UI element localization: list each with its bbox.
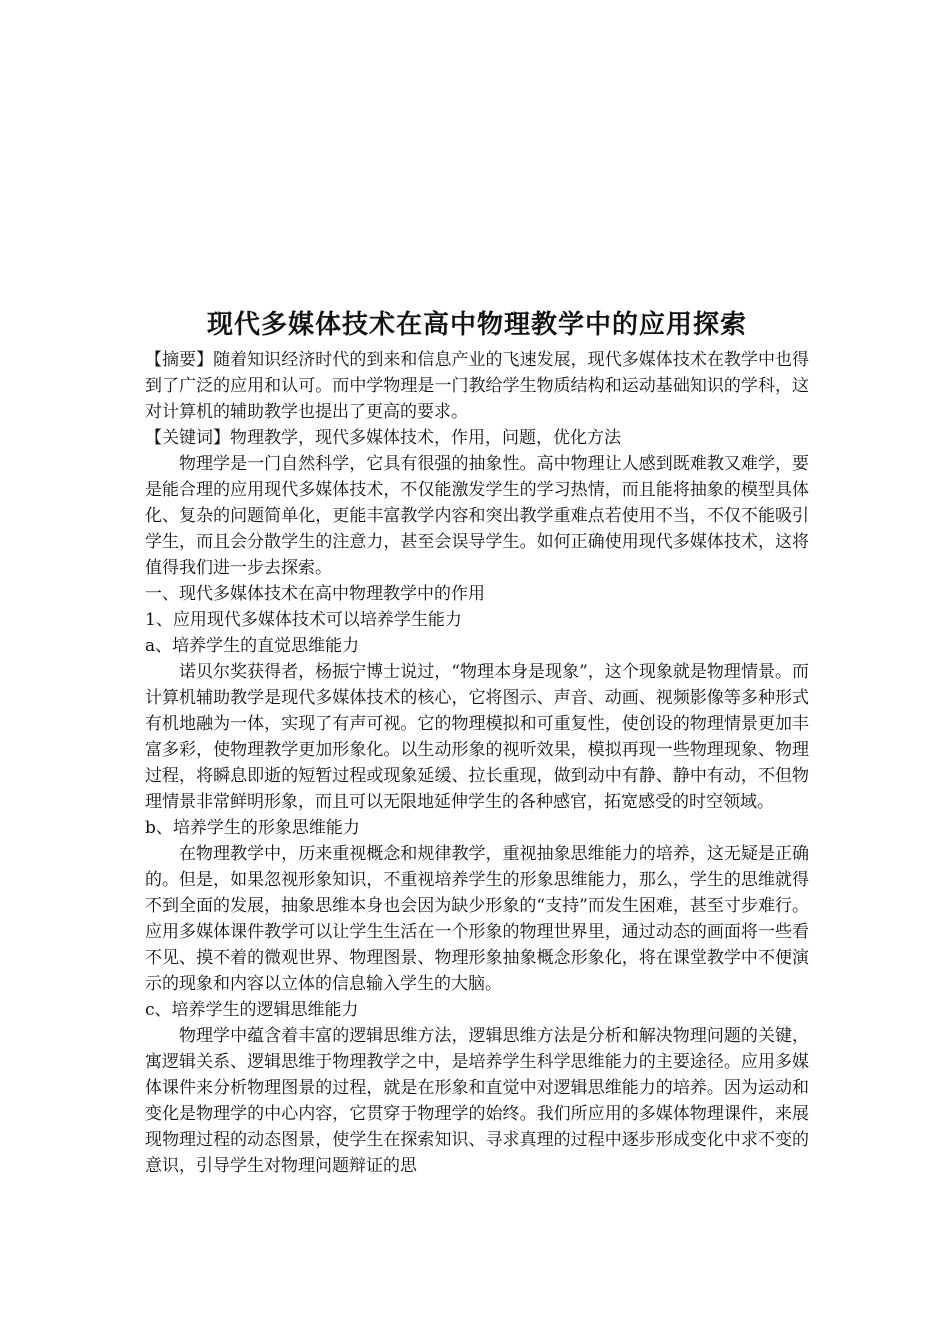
item-b-heading: b、培养学生的形象思维能力 <box>145 818 360 838</box>
document-title: 现代多媒体技术在高中物理教学中的应用探索 <box>206 310 747 340</box>
item-b-paragraph: 在物理教学中，历来重视概念和规律教学，重视抽象思维能力的培养，这无疑是正确的。但是，如果忽视形象知识，不重视培养学生的形象思维能力，那么，学生的思维就得不到全面的发展，抽象思维本身也会因为缺少形象的“支持”而发生困难，甚至寸步难行。应用多媒体课件教学可以让学生生活在一个形象的物理世界里，通过动态的画面将一些看不见、摸不着的微观世界、物理图景、物理形象抽象概念形象化，将在课堂教学中不便演示的现象和内容以立体的信息输入学生的大脑。 <box>145 844 809 994</box>
document-page <box>145 305 809 1179</box>
keywords-line: 【关键词】物理教学，现代多媒体技术，作用，问题，优化方法 <box>145 428 621 448</box>
item-c-paragraph: 物理学中蕴含着丰富的逻辑思维方法，逻辑思维方法是分析和解决物理问题的关键，寓逻辑关系、逻辑思维于物理教学之中，是培养学生科学思维能力的主要途径。应用多媒体课件来分析物理图景的过程，就是在形象和直觉中对逻辑思维能力的培养。因为运动和变化是物理学的中心内容，它贯穿于物理学的始终。我们所应用的多媒体物理课件，来展现物理过程的动态图景，使学生在探索知识、寻求真理的过程中逐步形成变化中求不变的意识，引导学生对物理问题辩证的思 <box>145 1026 809 1176</box>
item-a-paragraph: 诺贝尔奖获得者，杨振宁博士说过，“物理本身是现象”，这个现象就是物理情景。而计算机辅助教学是现代多媒体技术的核心，它将图示、声音、动画、视频影像等多种形式有机地融为一体，实现了有声可视。它的物理模拟和可重复性，使创设的物理情景更加丰富多彩，使物理教学更加形象化。以生动形象的视听效果，模拟再现一些物理现象、物理过程，将瞬息即逝的短暂过程或现象延缓、拉长重现，做到动中有静、静中有动，不但物理情景非常鲜明形象，而且可以无限地延伸学生的各种感官，拓宽感受的时空领域。 <box>145 662 809 812</box>
section-heading: 一、现代多媒体技术在高中物理教学中的作用 <box>145 584 485 604</box>
intro-paragraph: 物理学是一门自然科学，它具有很强的抽象性。高中物理让人感到既难教又难学，要是能合理的应用现代多媒体技术，不仅能激发学生的学习热情，而且能将抽象的模型具体化、复杂的问题简单化，更能丰富教学内容和突出教学重难点若使用不当，不仅不能吸引学生，而且会分散学生的注意力，甚至会误导学生。如何正确使用现代多媒体技术，这将值得我们进一步去探索。 <box>145 454 809 578</box>
item-a-heading: a、培养学生的直觉思维能力 <box>145 636 360 656</box>
abstract-paragraph: 【摘要】随着知识经济时代的到来和信息产业的飞速发展，现代多媒体技术在教学中也得到了广泛的应用和认可。而中学物理是一门教给学生物质结构和运动基础知识的学科，这对计算机的辅助教学也提出了更高的要求。 <box>145 350 809 422</box>
item-c-heading: c、培养学生的逻辑思维能力 <box>145 1000 359 1020</box>
subsection-heading: 1、应用现代多媒体技术可以培养学生能力 <box>145 610 462 630</box>
